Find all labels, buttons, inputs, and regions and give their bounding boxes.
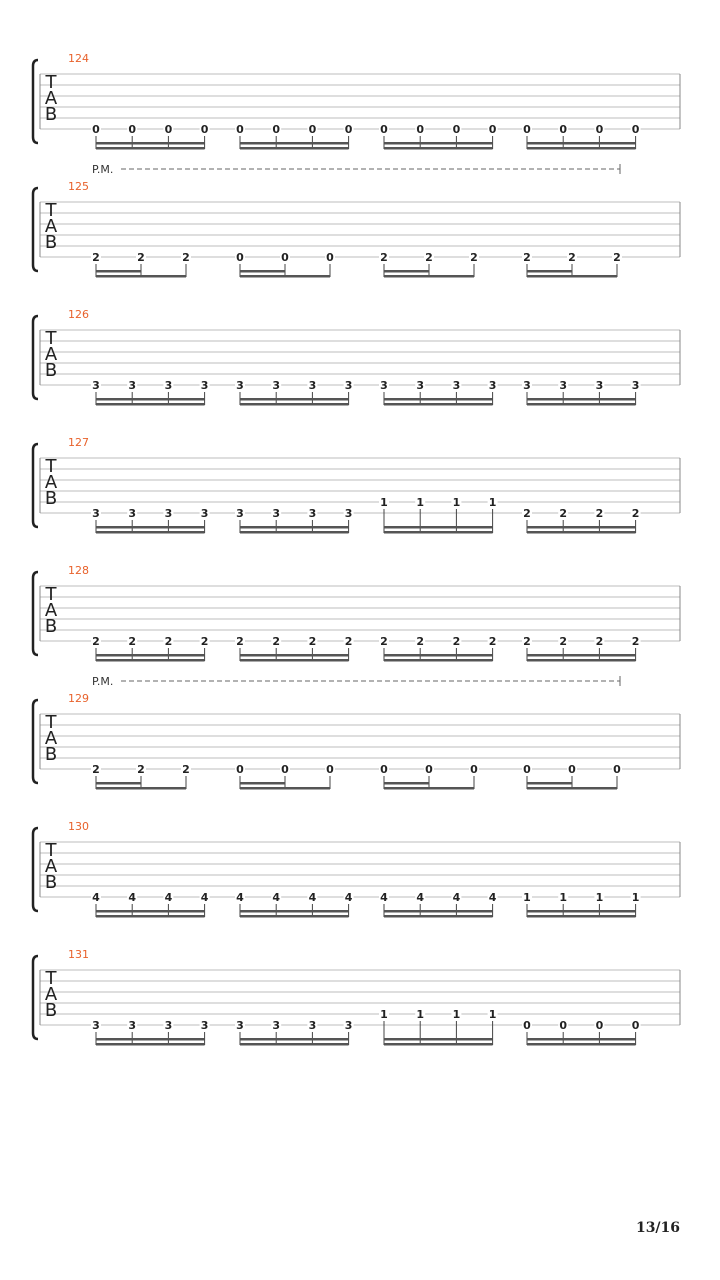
fret-number: 0: [559, 123, 568, 136]
beam: [96, 531, 205, 534]
beam: [527, 1038, 636, 1041]
fret-number: 3: [164, 507, 173, 520]
beam: [527, 275, 617, 278]
beam: [527, 659, 636, 662]
tab-clef-letter: A: [44, 600, 58, 621]
fret-number: 1: [380, 1008, 388, 1021]
fret-number: 3: [380, 379, 388, 392]
fret-number: 0: [595, 123, 604, 136]
fret-number: 2: [568, 251, 576, 264]
beam-partial: [527, 782, 572, 785]
system-bracket: [33, 700, 38, 783]
beam: [384, 787, 474, 790]
beam: [240, 147, 349, 150]
measure-number: 126: [68, 308, 89, 321]
beam: [384, 659, 493, 662]
measure-number: 127: [68, 436, 89, 449]
fret-number: 3: [164, 1019, 173, 1032]
fret-number: 0: [344, 123, 353, 136]
beam-partial: [240, 782, 285, 785]
system-bracket: [33, 188, 38, 271]
fret-number: 3: [308, 507, 317, 520]
tab-clef-letter: B: [44, 1000, 58, 1021]
beam: [240, 275, 330, 278]
fret-number: 1: [559, 891, 568, 904]
fret-number: 3: [200, 1019, 209, 1032]
tab-clef-letter: T: [45, 328, 57, 349]
beam: [96, 526, 205, 529]
beam: [96, 147, 205, 150]
fret-number: 4: [380, 891, 388, 904]
fret-number: 3: [92, 379, 100, 392]
fret-number: 2: [523, 251, 531, 264]
tab-clef-letter: T: [45, 200, 57, 221]
fret-number: 0: [128, 123, 137, 136]
beam: [240, 654, 349, 657]
fret-number: 4: [344, 891, 353, 904]
beam-partial: [384, 782, 429, 785]
fret-number: 0: [164, 123, 173, 136]
system-130: [33, 820, 680, 918]
beam: [384, 398, 493, 401]
measure-number: 130: [68, 820, 89, 833]
system-bracket: [33, 444, 38, 527]
fret-number: 2: [380, 251, 388, 264]
system-126: [33, 308, 680, 406]
tab-clef-letter: A: [44, 856, 58, 877]
fret-number: 3: [200, 379, 209, 392]
fret-number: 3: [523, 379, 531, 392]
fret-number: 2: [200, 635, 209, 648]
fret-number: 2: [92, 635, 100, 648]
fret-number: 4: [200, 891, 209, 904]
tab-clef-letter: B: [44, 360, 58, 381]
beam: [96, 1043, 205, 1046]
tab-clef-letter: A: [44, 984, 58, 1005]
fret-number: 3: [452, 379, 461, 392]
fret-number: 2: [631, 507, 640, 520]
tab-clef-letter: T: [45, 456, 57, 477]
fret-number: 0: [452, 123, 461, 136]
fret-number: 2: [137, 251, 145, 264]
fret-number: 0: [308, 123, 317, 136]
fret-number: 3: [344, 1019, 353, 1032]
tab-clef-letter: A: [44, 216, 58, 237]
fret-number: 2: [128, 635, 137, 648]
fret-number: 0: [236, 763, 244, 776]
fret-number: 2: [380, 635, 388, 648]
measure-number: 124: [68, 52, 89, 65]
measure-number: 129: [68, 692, 89, 705]
fret-number: 3: [595, 379, 604, 392]
fret-number: 0: [92, 123, 100, 136]
tab-clef-letter: B: [44, 104, 58, 125]
fret-number: 3: [128, 507, 137, 520]
beam: [527, 403, 636, 406]
fret-number: 2: [452, 635, 461, 648]
fret-number: 3: [128, 379, 137, 392]
fret-number: 0: [523, 763, 531, 776]
beam: [96, 1038, 205, 1041]
fret-number: 3: [164, 379, 173, 392]
fret-number: 0: [236, 251, 244, 264]
beam: [240, 910, 349, 913]
fret-number: 3: [344, 379, 353, 392]
fret-number: 1: [595, 891, 604, 904]
measure-number: 128: [68, 564, 89, 577]
fret-number: 1: [416, 496, 425, 509]
fret-number: 0: [380, 763, 388, 776]
beam: [384, 915, 493, 918]
palm-mute-label: P.M.: [92, 675, 114, 688]
fret-number: 3: [416, 379, 425, 392]
fret-number: 1: [488, 496, 497, 509]
beam: [384, 1038, 493, 1041]
fret-number: 2: [92, 251, 100, 264]
fret-number: 2: [595, 507, 604, 520]
fret-number: 2: [613, 251, 621, 264]
fret-number: 0: [416, 123, 425, 136]
tab-clef-letter: T: [45, 840, 57, 861]
fret-number: 0: [631, 1019, 640, 1032]
fret-number: 0: [568, 763, 576, 776]
system-bracket: [33, 828, 38, 911]
beam: [384, 654, 493, 657]
tab-clef-letter: B: [44, 744, 58, 765]
palm-mute-label: P.M.: [92, 163, 114, 176]
fret-number: 3: [308, 379, 317, 392]
fret-number: 0: [559, 1019, 568, 1032]
fret-number: 4: [488, 891, 497, 904]
tab-clef-letter: B: [44, 232, 58, 253]
fret-number: 4: [416, 891, 425, 904]
beam: [527, 147, 636, 150]
beam: [384, 1043, 493, 1046]
beam: [96, 659, 205, 662]
fret-number: 0: [595, 1019, 604, 1032]
beam: [240, 403, 349, 406]
fret-number: 0: [326, 763, 334, 776]
fret-number: 4: [92, 891, 100, 904]
beam: [527, 910, 636, 913]
system-128: [33, 564, 680, 662]
beam: [527, 398, 636, 401]
fret-number: 3: [272, 379, 281, 392]
beam-partial: [96, 782, 141, 785]
beam-partial: [96, 270, 141, 273]
tab-clef-letter: T: [45, 712, 57, 733]
fret-number: 2: [308, 635, 317, 648]
beam: [96, 275, 186, 278]
tab-clef-letter: T: [45, 968, 57, 989]
fret-number: 3: [272, 1019, 281, 1032]
fret-number: 0: [236, 123, 244, 136]
beam: [96, 398, 205, 401]
fret-number: 3: [308, 1019, 317, 1032]
fret-number: 1: [488, 1008, 497, 1021]
fret-number: 3: [236, 1019, 244, 1032]
fret-number: 3: [92, 1019, 100, 1032]
fret-number: 3: [344, 507, 353, 520]
fret-number: 1: [452, 496, 461, 509]
beam: [96, 403, 205, 406]
measure-number: 131: [68, 948, 89, 961]
fret-number: 0: [326, 251, 334, 264]
fret-number: 2: [488, 635, 497, 648]
system-131: [33, 948, 680, 1046]
beam: [527, 531, 636, 534]
tab-clef-letter: A: [44, 344, 58, 365]
fret-number: 2: [182, 763, 190, 776]
beam: [384, 531, 493, 534]
beam: [240, 142, 349, 145]
fret-number: 3: [272, 507, 281, 520]
beam: [384, 147, 493, 150]
system-127: [33, 436, 680, 534]
fret-number: 0: [631, 123, 640, 136]
fret-number: 4: [308, 891, 317, 904]
fret-number: 1: [416, 1008, 425, 1021]
fret-number: 0: [281, 763, 289, 776]
beam: [384, 403, 493, 406]
fret-number: 2: [425, 251, 433, 264]
fret-number: 2: [272, 635, 281, 648]
fret-number: 0: [470, 763, 478, 776]
fret-number: 3: [631, 379, 640, 392]
fret-number: 2: [92, 763, 100, 776]
fret-number: 4: [236, 891, 244, 904]
system-bracket: [33, 956, 38, 1039]
fret-number: 0: [523, 1019, 531, 1032]
beam-partial: [527, 270, 572, 273]
beam: [240, 531, 349, 534]
system-124: [33, 52, 680, 150]
fret-number: 1: [380, 496, 388, 509]
fret-number: 2: [559, 635, 568, 648]
fret-number: 3: [128, 1019, 137, 1032]
fret-number: 1: [452, 1008, 461, 1021]
fret-number: 2: [470, 251, 478, 264]
fret-number: 2: [137, 763, 145, 776]
tab-clef-letter: A: [44, 88, 58, 109]
beam: [527, 654, 636, 657]
beam: [240, 659, 349, 662]
tab-clef-letter: A: [44, 728, 58, 749]
beam: [96, 910, 205, 913]
beam-partial: [240, 270, 285, 273]
fret-number: 2: [416, 635, 425, 648]
fret-number: 3: [236, 507, 244, 520]
fret-number: 0: [523, 123, 531, 136]
beam: [96, 654, 205, 657]
fret-number: 4: [452, 891, 461, 904]
fret-number: 0: [380, 123, 388, 136]
beam: [96, 787, 186, 790]
fret-number: 2: [164, 635, 173, 648]
system-129: [33, 675, 680, 790]
beam: [240, 787, 330, 790]
beam: [527, 142, 636, 145]
fret-number: 0: [425, 763, 433, 776]
fret-number: 2: [523, 635, 531, 648]
fret-number: 1: [523, 891, 531, 904]
fret-number: 1: [631, 891, 640, 904]
beam: [240, 915, 349, 918]
fret-number: 2: [523, 507, 531, 520]
tab-clef-letter: B: [44, 872, 58, 893]
system-bracket: [33, 572, 38, 655]
tab-clef-letter: A: [44, 472, 58, 493]
beam: [527, 787, 617, 790]
fret-number: 2: [631, 635, 640, 648]
fret-number: 4: [272, 891, 281, 904]
tab-clef-letter: B: [44, 488, 58, 509]
fret-number: 3: [92, 507, 100, 520]
fret-number: 2: [344, 635, 353, 648]
system-bracket: [33, 316, 38, 399]
fret-number: 0: [200, 123, 209, 136]
beam: [527, 526, 636, 529]
fret-number: 2: [559, 507, 568, 520]
beam: [384, 910, 493, 913]
fret-number: 0: [281, 251, 289, 264]
tab-clef-letter: T: [45, 72, 57, 93]
fret-number: 0: [272, 123, 281, 136]
beam: [240, 526, 349, 529]
beam: [240, 1043, 349, 1046]
fret-number: 2: [236, 635, 244, 648]
fret-number: 3: [488, 379, 497, 392]
system-bracket: [33, 60, 38, 143]
fret-number: 3: [200, 507, 209, 520]
beam: [96, 915, 205, 918]
fret-number: 4: [128, 891, 137, 904]
beam: [527, 1043, 636, 1046]
beam: [527, 915, 636, 918]
beam: [384, 526, 493, 529]
fret-number: 0: [613, 763, 621, 776]
fret-number: 2: [182, 251, 190, 264]
fret-number: 4: [164, 891, 173, 904]
tab-clef-letter: B: [44, 616, 58, 637]
system-125: [33, 163, 680, 278]
tab-clef-letter: T: [45, 584, 57, 605]
beam: [384, 275, 474, 278]
fret-number: 2: [595, 635, 604, 648]
fret-number: 0: [488, 123, 497, 136]
beam-partial: [384, 270, 429, 273]
fret-number: 3: [559, 379, 568, 392]
page-number: 13/16: [635, 1220, 681, 1236]
fret-number: 3: [236, 379, 244, 392]
beam: [240, 398, 349, 401]
beam: [384, 142, 493, 145]
beam: [96, 142, 205, 145]
beam: [240, 1038, 349, 1041]
measure-number: 125: [68, 180, 89, 193]
